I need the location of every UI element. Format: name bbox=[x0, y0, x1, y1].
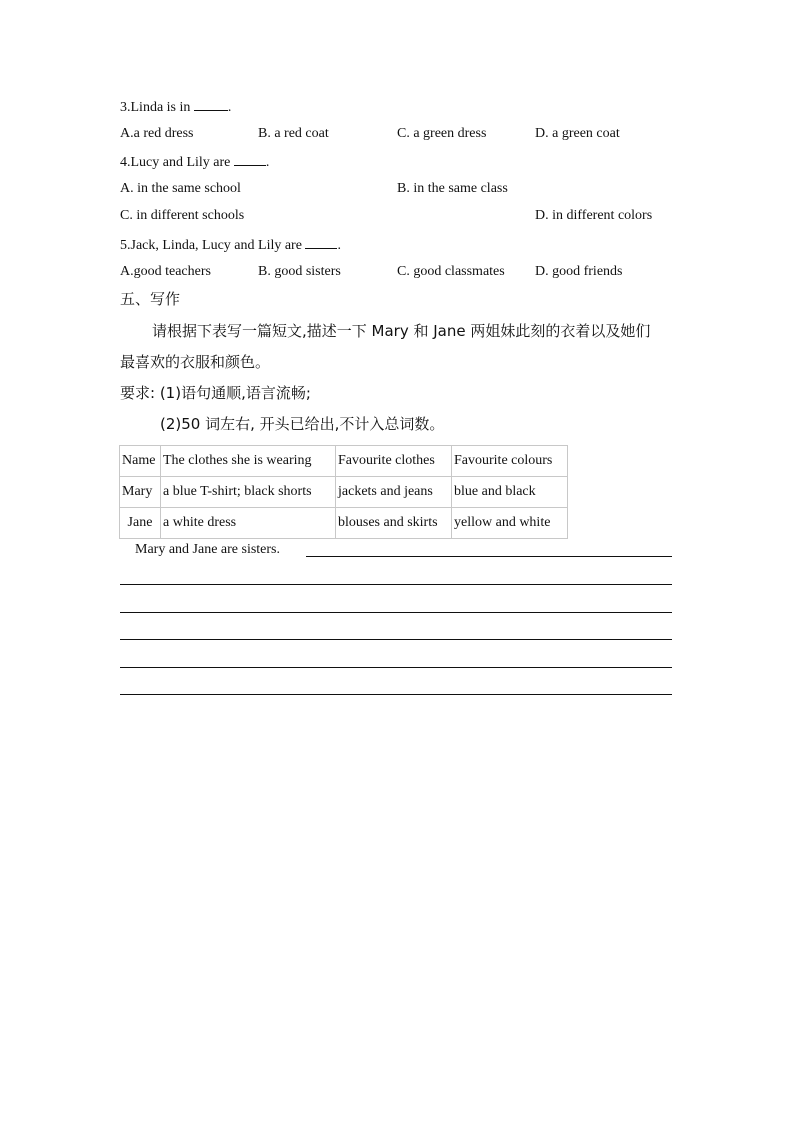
table-cell: Mary bbox=[120, 477, 161, 508]
option-d: D. good friends bbox=[535, 264, 623, 279]
header-cell: Favourite clothes bbox=[336, 446, 452, 477]
answer-blank[interactable] bbox=[305, 234, 337, 249]
option-d: D. a green coat bbox=[535, 126, 620, 141]
answer-blank[interactable] bbox=[234, 151, 266, 166]
table-header-row bbox=[120, 446, 568, 477]
header-cell: Favourite colours bbox=[452, 446, 568, 477]
header-cell: The clothes she is wearing bbox=[161, 446, 336, 477]
question-stem: 5.Jack, Linda, Lucy and Lily are bbox=[120, 238, 302, 253]
option-c: C. good classmates bbox=[397, 264, 505, 279]
table-cell: Jane bbox=[120, 508, 161, 539]
clothes-table bbox=[119, 445, 568, 539]
question-3: 3.Linda is in . bbox=[120, 96, 231, 118]
table-cell: yellow and white bbox=[452, 508, 568, 539]
table-cell: blue and black bbox=[452, 477, 568, 508]
header-cell: Name bbox=[120, 446, 161, 477]
table-row bbox=[120, 477, 568, 508]
writing-line[interactable] bbox=[120, 584, 672, 585]
answer-blank[interactable] bbox=[194, 96, 228, 111]
writing-line[interactable] bbox=[120, 667, 672, 668]
requirement-1: 要求: (1)语句通顺,语言流畅; bbox=[120, 384, 311, 402]
option-d: D. in different colors bbox=[535, 208, 653, 223]
option-b: B. in the same class bbox=[397, 181, 508, 196]
writing-line[interactable] bbox=[120, 694, 672, 695]
option-b: B. a red coat bbox=[258, 126, 329, 141]
table-cell: blouses and skirts bbox=[336, 508, 452, 539]
option-a: A.good teachers bbox=[120, 264, 211, 279]
writing-prompt-line-1: 请根据下表写一篇短文,描述一下 Mary 和 Jane 两姐妹此刻的衣着以及她们 bbox=[152, 322, 651, 340]
table-row bbox=[120, 508, 568, 539]
question-stem: 3.Linda is in bbox=[120, 100, 191, 115]
option-a: A.a red dress bbox=[120, 126, 194, 141]
writing-line[interactable] bbox=[120, 612, 672, 613]
writing-line[interactable] bbox=[120, 639, 672, 640]
writing-line[interactable] bbox=[306, 556, 672, 557]
requirement-2: (2)50 词左右, 开头已给出,不计入总词数。 bbox=[160, 415, 445, 433]
option-a: A. in the same school bbox=[120, 181, 241, 196]
option-c: C. a green dress bbox=[397, 126, 487, 141]
writing-start-sentence: Mary and Jane are sisters. bbox=[135, 542, 281, 557]
writing-prompt-line-2: 最喜欢的衣服和颜色。 bbox=[120, 353, 271, 371]
table-cell: a blue T-shirt; black shorts bbox=[161, 477, 336, 508]
table-cell: a white dress bbox=[161, 508, 336, 539]
question-5: 5.Jack, Linda, Lucy and Lily are . bbox=[120, 234, 341, 256]
option-b: B. good sisters bbox=[258, 264, 341, 279]
section-heading: 五、写作 bbox=[120, 290, 181, 308]
question-stem: 4.Lucy and Lily are bbox=[120, 155, 231, 170]
table-cell: jackets and jeans bbox=[336, 477, 452, 508]
option-c: C. in different schools bbox=[120, 208, 245, 223]
question-4: 4.Lucy and Lily are . bbox=[120, 151, 269, 173]
